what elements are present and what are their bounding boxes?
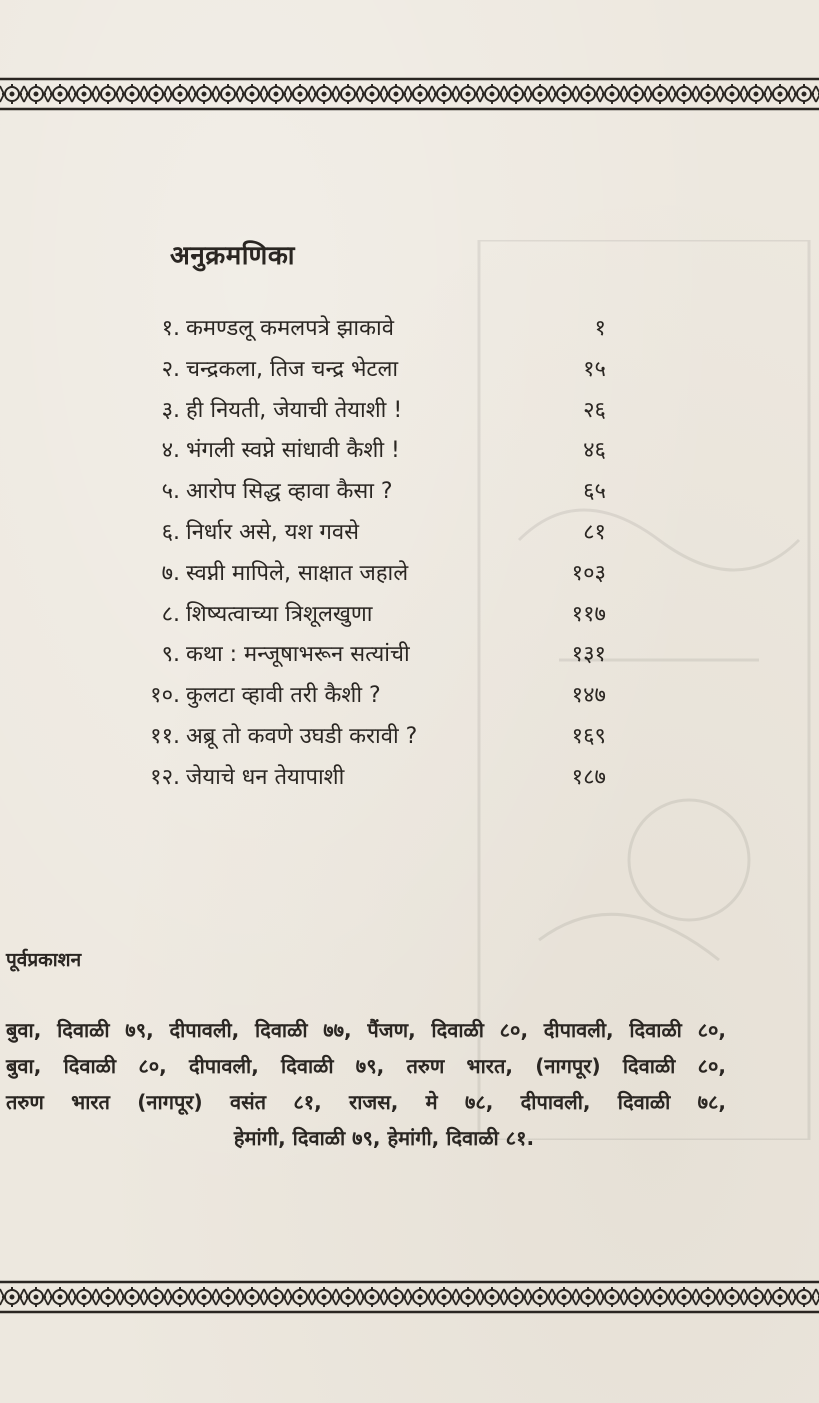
toc-entry-number: ५. [161, 479, 180, 505]
toc-entry-number: ३. [161, 397, 180, 423]
toc-entry-number: २. [161, 356, 180, 382]
toc-entry [138, 312, 620, 353]
toc-entry-page: १३१ [571, 642, 606, 668]
toc-entry [138, 638, 620, 679]
top-ornamental-border [0, 76, 819, 112]
toc-entry [138, 679, 620, 720]
toc-entry-title: जेयाचे धन तेयापाशी [186, 764, 345, 790]
toc-entry-number: १. [161, 316, 180, 341]
previous-publication-list [6, 1016, 726, 1160]
toc-entry-number: ६. [161, 519, 180, 545]
publication-line: तरुण भारत (नागपूर) वसंत ८१, राजस, मे ७८, दीपावली, दिवाळी ७८, [6, 1090, 726, 1114]
toc-entry [138, 557, 620, 598]
toc-entry-page: ६५ [583, 479, 606, 505]
toc-entry [138, 761, 620, 802]
toc-entry-page: २६ [583, 397, 606, 423]
toc-entry-page: ८१ [583, 519, 606, 545]
publication-line: हेमांगी, दिवाळी ७९, हेमांगी, दिवाळी ८१. [233, 1126, 535, 1150]
toc-heading: अनुक्रमणिका [170, 241, 296, 271]
bottom-ornamental-border [0, 1279, 819, 1315]
previous-publication-heading: पूर्वप्रकाशन [6, 949, 82, 971]
toc-entry-page: १५ [583, 356, 606, 382]
toc-entry [138, 720, 620, 761]
toc-entry-page: १८७ [571, 764, 606, 790]
toc-entry-number: ११. [150, 723, 180, 749]
toc-entry-number: ७. [161, 560, 180, 586]
toc-entry-number: १०. [150, 683, 180, 709]
toc-entry-title: आरोप सिद्ध व्हावा कैसा ? [186, 479, 393, 505]
toc-entry-page: १ [594, 316, 606, 341]
toc-entry-title: स्वप्नी मापिले, साक्षात जहाले [186, 560, 409, 586]
toc-entry-page: ११७ [571, 601, 606, 627]
toc-entry-title: शिष्यत्वाच्या त्रिशूलखुणा [186, 601, 373, 627]
toc-entry-page: १४७ [571, 683, 606, 709]
toc-entry-title: चन्द्रकला, तिज चन्द्र भेटला [186, 356, 399, 382]
toc-entry [138, 394, 620, 435]
toc-entry-title: भंगली स्वप्ने सांधावी कैशी ! [186, 438, 400, 464]
toc-entry-number: ९. [161, 642, 180, 668]
publication-line: बुवा, दिवाळी ८०, दीपावली, दिवाळी ७९, तरुण भारत, (नागपूर) दिवाळी ८०, [6, 1054, 726, 1078]
toc-list [138, 312, 620, 802]
publication-line: बुवा, दिवाळी ७९, दीपावली, दिवाळी ७७, पैंजण, दिवाळी ८०, दीपावली, दिवाळी ८०, [6, 1018, 726, 1042]
toc-entry [138, 353, 620, 394]
toc-entry-title: कुलटा व्हावी तरी कैशी ? [186, 683, 381, 709]
toc-entry-page: १०३ [571, 560, 606, 586]
toc-entry-title: निर्धार असे, यश गवसे [186, 519, 359, 545]
toc-entry-title: ही नियती, जेयाची तेयाशी ! [186, 397, 403, 423]
toc-entry-title: अब्रू तो कवणे उघडी करावी ? [186, 723, 418, 749]
toc-entry-page: १६९ [571, 723, 606, 749]
toc-entry [138, 598, 620, 639]
toc-entry-number: १२. [150, 764, 180, 790]
toc-entry-number: ४. [161, 438, 180, 464]
toc-entry [138, 434, 620, 475]
toc-entry [138, 475, 620, 516]
toc-entry-page: ४६ [583, 438, 606, 464]
toc-entry-title: कथा : मन्जूषाभरून सत्यांची [186, 642, 410, 668]
toc-entry-number: ८. [161, 601, 180, 627]
toc-entry-title: कमण्डलू कमलपत्रे झाकावे [186, 316, 394, 341]
toc-entry [138, 516, 620, 557]
